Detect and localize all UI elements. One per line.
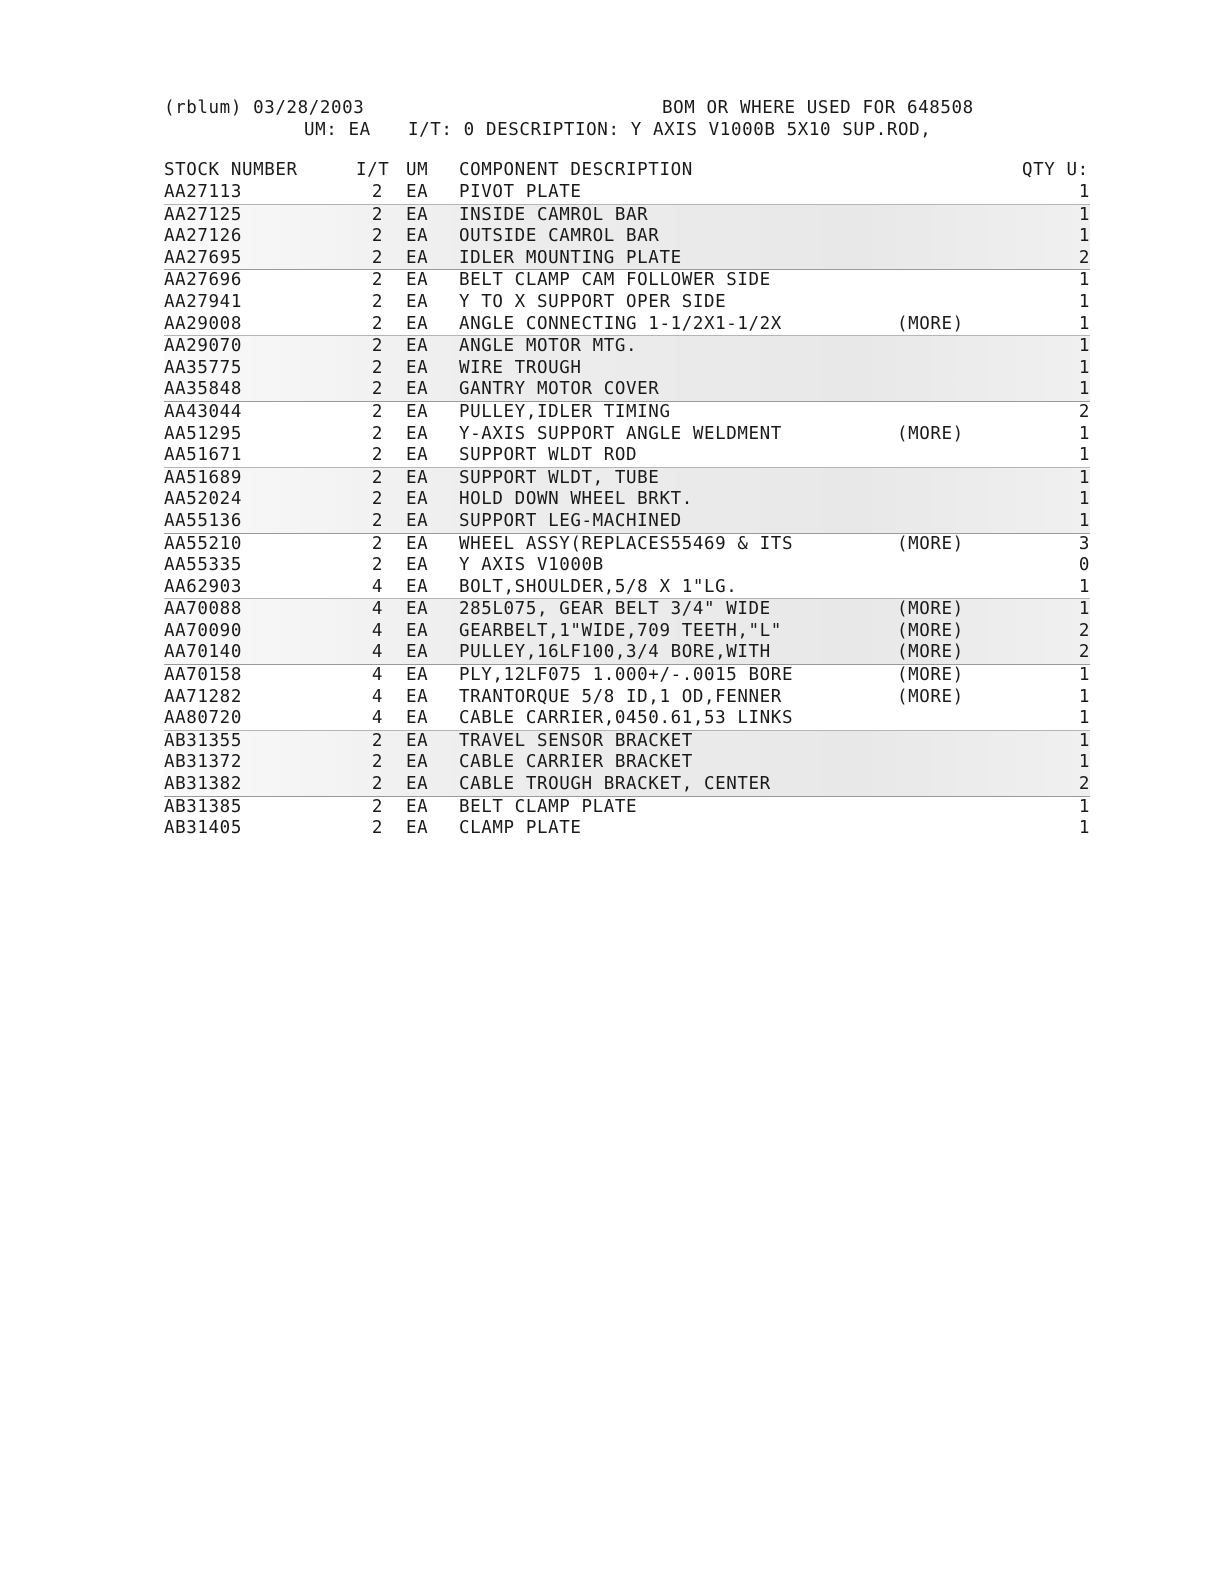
qty-cell: 1: [1078, 576, 1090, 597]
um-cell: EA: [406, 379, 429, 400]
qty-cell: 1: [1078, 379, 1090, 400]
qty-cell: 1: [1078, 204, 1090, 225]
stock-number-cell: AA70140: [164, 642, 242, 663]
description-cell: IDLER MOUNTING PLATE: [459, 247, 682, 268]
qty-cell: 1: [1078, 686, 1090, 707]
um-cell: EA: [406, 291, 429, 312]
um-cell: EA: [406, 818, 429, 839]
bom-table: [164, 182, 1090, 840]
um-cell: EA: [406, 774, 429, 795]
more-cell: (MORE): [897, 642, 964, 663]
um-cell: EA: [406, 510, 429, 531]
qty-cell: 2: [1078, 401, 1090, 422]
it-cell: 2: [371, 313, 383, 334]
qty-cell: 2: [1078, 620, 1090, 641]
it-cell: 2: [371, 730, 383, 751]
it-cell: 2: [371, 818, 383, 839]
um-cell: EA: [406, 686, 429, 707]
stock-number-cell: AA51689: [164, 467, 242, 488]
stock-number-cell: AA27126: [164, 226, 242, 247]
description-cell: WHEEL ASSY(REPLACES55469 & ITS: [459, 533, 794, 554]
stock-number-cell: AA70088: [164, 599, 242, 620]
qty-cell: 2: [1078, 642, 1090, 663]
qty-cell: 1: [1078, 796, 1090, 817]
bom-report: [164, 96, 1090, 840]
um-cell: EA: [406, 752, 429, 773]
qty-cell: 1: [1078, 291, 1090, 312]
description-cell: BOLT,SHOULDER,5/8 X 1"LG.: [459, 576, 738, 597]
description-cell: SUPPORT LEG-MACHINED: [459, 510, 682, 531]
it-cell: 2: [371, 489, 383, 510]
col-um: UM: [406, 160, 429, 180]
table-row: [164, 642, 1090, 665]
um-cell: EA: [406, 796, 429, 817]
qty-cell: 2: [1078, 247, 1090, 268]
qty-cell: 1: [1078, 423, 1090, 444]
table-row: [164, 774, 1090, 797]
it-cell: 4: [371, 599, 383, 620]
it-cell: 2: [371, 510, 383, 531]
um-cell: EA: [406, 336, 429, 357]
it-cell: 4: [371, 576, 383, 597]
description-cell: BELT CLAMP PLATE: [459, 796, 638, 817]
um-cell: EA: [406, 665, 429, 686]
um-cell: EA: [406, 467, 429, 488]
stock-number-cell: AA80720: [164, 708, 242, 729]
stock-number-cell: AB31405: [164, 818, 242, 839]
description-cell: WIRE TROUGH: [459, 357, 582, 378]
table-row: [164, 797, 1090, 819]
qty-cell: 1: [1078, 270, 1090, 291]
um-cell: EA: [406, 599, 429, 620]
it-cell: 2: [371, 467, 383, 488]
report-header: [164, 96, 1090, 142]
table-row: [164, 577, 1090, 599]
qty-cell: 1: [1078, 730, 1090, 751]
table-row: [164, 270, 1090, 292]
it-cell: 4: [371, 686, 383, 707]
um-cell: EA: [406, 423, 429, 444]
table-row: [164, 182, 1090, 204]
description-cell: Y AXIS V1000B: [459, 555, 604, 576]
col-it: I/T: [356, 160, 390, 180]
stock-number-cell: AA43044: [164, 401, 242, 422]
table-row: [164, 402, 1090, 424]
header-um: UM: EA: [304, 120, 371, 140]
table-row: [164, 621, 1090, 643]
table-row: [164, 708, 1090, 730]
stock-number-cell: AA35775: [164, 357, 242, 378]
it-cell: 4: [371, 708, 383, 729]
it-cell: 2: [371, 796, 383, 817]
qty-cell: 1: [1078, 489, 1090, 510]
more-cell: (MORE): [897, 665, 964, 686]
it-cell: 2: [371, 423, 383, 444]
qty-cell: 1: [1078, 226, 1090, 247]
um-cell: EA: [406, 182, 429, 202]
table-row: [164, 665, 1090, 687]
stock-number-cell: AA51295: [164, 423, 242, 444]
stock-number-cell: AA27125: [164, 204, 242, 225]
it-cell: 2: [371, 752, 383, 773]
table-row: [164, 358, 1090, 380]
description-cell: TRAVEL SENSOR BRACKET: [459, 730, 693, 751]
it-cell: 2: [371, 445, 383, 466]
qty-cell: 1: [1078, 818, 1090, 839]
qty-cell: 0: [1078, 555, 1090, 576]
stock-number-cell: AA55136: [164, 510, 242, 531]
table-row: [164, 752, 1090, 774]
stock-number-cell: AA52024: [164, 489, 242, 510]
qty-cell: 1: [1078, 313, 1090, 334]
it-cell: 2: [371, 226, 383, 247]
it-cell: 2: [371, 379, 383, 400]
qty-cell: 2: [1078, 774, 1090, 795]
qty-cell: 1: [1078, 708, 1090, 729]
stock-number-cell: AA71282: [164, 686, 242, 707]
qty-cell: 1: [1078, 599, 1090, 620]
more-cell: (MORE): [897, 533, 964, 554]
stock-number-cell: AA70090: [164, 620, 242, 641]
table-row: [164, 226, 1090, 248]
table-row: [164, 335, 1090, 358]
description-cell: CABLE CARRIER,0450.61,53 LINKS: [459, 708, 794, 729]
col-qty: QTY U:: [1022, 160, 1089, 180]
stock-number-cell: AA27113: [164, 182, 242, 202]
description-cell: Y-AXIS SUPPORT ANGLE WELDMENT: [459, 423, 782, 444]
um-cell: EA: [406, 708, 429, 729]
qty-cell: 1: [1078, 752, 1090, 773]
col-component-description: COMPONENT DESCRIPTION: [459, 160, 693, 180]
stock-number-cell: AA55210: [164, 533, 242, 554]
description-cell: 285L075, GEAR BELT 3/4" WIDE: [459, 599, 771, 620]
um-cell: EA: [406, 576, 429, 597]
table-row: [164, 687, 1090, 709]
more-cell: (MORE): [897, 686, 964, 707]
it-cell: 2: [371, 182, 383, 202]
description-cell: ANGLE MOTOR MTG.: [459, 336, 638, 357]
qty-cell: 1: [1078, 467, 1090, 488]
description-cell: BELT CLAMP CAM FOLLOWER SIDE: [459, 270, 771, 291]
description-cell: SUPPORT WLDT ROD: [459, 445, 638, 466]
table-row: [164, 467, 1090, 490]
description-cell: Y TO X SUPPORT OPER SIDE: [459, 291, 727, 312]
stock-number-cell: AA70158: [164, 665, 242, 686]
more-cell: (MORE): [897, 620, 964, 641]
um-cell: EA: [406, 270, 429, 291]
qty-cell: 1: [1078, 665, 1090, 686]
it-cell: 2: [371, 774, 383, 795]
it-cell: 2: [371, 336, 383, 357]
table-row: [164, 730, 1090, 753]
col-stock-number: STOCK NUMBER: [164, 160, 298, 180]
qty-cell: 3: [1078, 533, 1090, 554]
description-cell: ANGLE CONNECTING 1-1/2X1-1/2X: [459, 313, 782, 334]
description-cell: INSIDE CAMROL BAR: [459, 204, 649, 225]
stock-number-cell: AA35848: [164, 379, 242, 400]
it-cell: 2: [371, 555, 383, 576]
table-row: [164, 248, 1090, 271]
description-cell: CLAMP PLATE: [459, 818, 582, 839]
report-title: BOM OR WHERE USED FOR 648508: [662, 98, 974, 118]
stock-number-cell: AA29008: [164, 313, 242, 334]
table-row: [164, 445, 1090, 467]
stock-number-cell: AB31372: [164, 752, 242, 773]
stock-number-cell: AA29070: [164, 336, 242, 357]
table-row: [164, 204, 1090, 227]
qty-cell: 1: [1078, 357, 1090, 378]
um-cell: EA: [406, 445, 429, 466]
description-cell: SUPPORT WLDT, TUBE: [459, 467, 660, 488]
it-cell: 2: [371, 204, 383, 225]
um-cell: EA: [406, 247, 429, 268]
description-cell: PULLEY,IDLER TIMING: [459, 401, 671, 422]
user-date: (rblum) 03/28/2003: [164, 98, 365, 118]
um-cell: EA: [406, 533, 429, 554]
table-row: [164, 489, 1090, 511]
it-cell: 2: [371, 270, 383, 291]
table-row: [164, 818, 1090, 840]
qty-cell: 1: [1078, 510, 1090, 531]
it-cell: 4: [371, 665, 383, 686]
stock-number-cell: AB31355: [164, 730, 242, 751]
table-row: [164, 511, 1090, 534]
um-cell: EA: [406, 489, 429, 510]
um-cell: EA: [406, 357, 429, 378]
description-cell: PLY,12LF075 1.000+/-.0015 BORE: [459, 665, 794, 686]
table-row: [164, 314, 1090, 336]
description-cell: TRANTORQUE 5/8 ID,1 OD,FENNER: [459, 686, 782, 707]
um-cell: EA: [406, 730, 429, 751]
header-description: I/T: 0 DESCRIPTION: Y AXIS V1000B 5X10 SUP.ROD,: [408, 120, 932, 140]
qty-cell: 1: [1078, 336, 1090, 357]
stock-number-cell: AA27696: [164, 270, 242, 291]
qty-cell: 1: [1078, 182, 1090, 202]
description-cell: HOLD DOWN WHEEL BRKT.: [459, 489, 693, 510]
um-cell: EA: [406, 620, 429, 641]
it-cell: 2: [371, 247, 383, 268]
stock-number-cell: AB31382: [164, 774, 242, 795]
column-headers: [164, 160, 1090, 182]
table-row: [164, 598, 1090, 621]
table-row: [164, 379, 1090, 402]
stock-number-cell: AA55335: [164, 555, 242, 576]
stock-number-cell: AA27941: [164, 291, 242, 312]
more-cell: (MORE): [897, 313, 964, 334]
um-cell: EA: [406, 226, 429, 247]
it-cell: 2: [371, 291, 383, 312]
it-cell: 4: [371, 642, 383, 663]
um-cell: EA: [406, 642, 429, 663]
stock-number-cell: AA51671: [164, 445, 242, 466]
table-row: [164, 555, 1090, 577]
stock-number-cell: AB31385: [164, 796, 242, 817]
more-cell: (MORE): [897, 599, 964, 620]
description-cell: CABLE CARRIER BRACKET: [459, 752, 693, 773]
stock-number-cell: AA27695: [164, 247, 242, 268]
it-cell: 2: [371, 533, 383, 554]
description-cell: OUTSIDE CAMROL BAR: [459, 226, 660, 247]
it-cell: 2: [371, 357, 383, 378]
table-row: [164, 424, 1090, 446]
table-row: [164, 292, 1090, 314]
more-cell: (MORE): [897, 423, 964, 444]
description-cell: GANTRY MOTOR COVER: [459, 379, 660, 400]
um-cell: EA: [406, 401, 429, 422]
um-cell: EA: [406, 204, 429, 225]
stock-number-cell: AA62903: [164, 576, 242, 597]
description-cell: GEARBELT,1"WIDE,709 TEETH,"L": [459, 620, 782, 641]
description-cell: PIVOT PLATE: [459, 182, 582, 202]
um-cell: EA: [406, 555, 429, 576]
description-cell: CABLE TROUGH BRACKET, CENTER: [459, 774, 771, 795]
um-cell: EA: [406, 313, 429, 334]
qty-cell: 1: [1078, 445, 1090, 466]
table-row: [164, 534, 1090, 556]
it-cell: 2: [371, 401, 383, 422]
it-cell: 4: [371, 620, 383, 641]
description-cell: PULLEY,16LF100,3/4 BORE,WITH: [459, 642, 771, 663]
